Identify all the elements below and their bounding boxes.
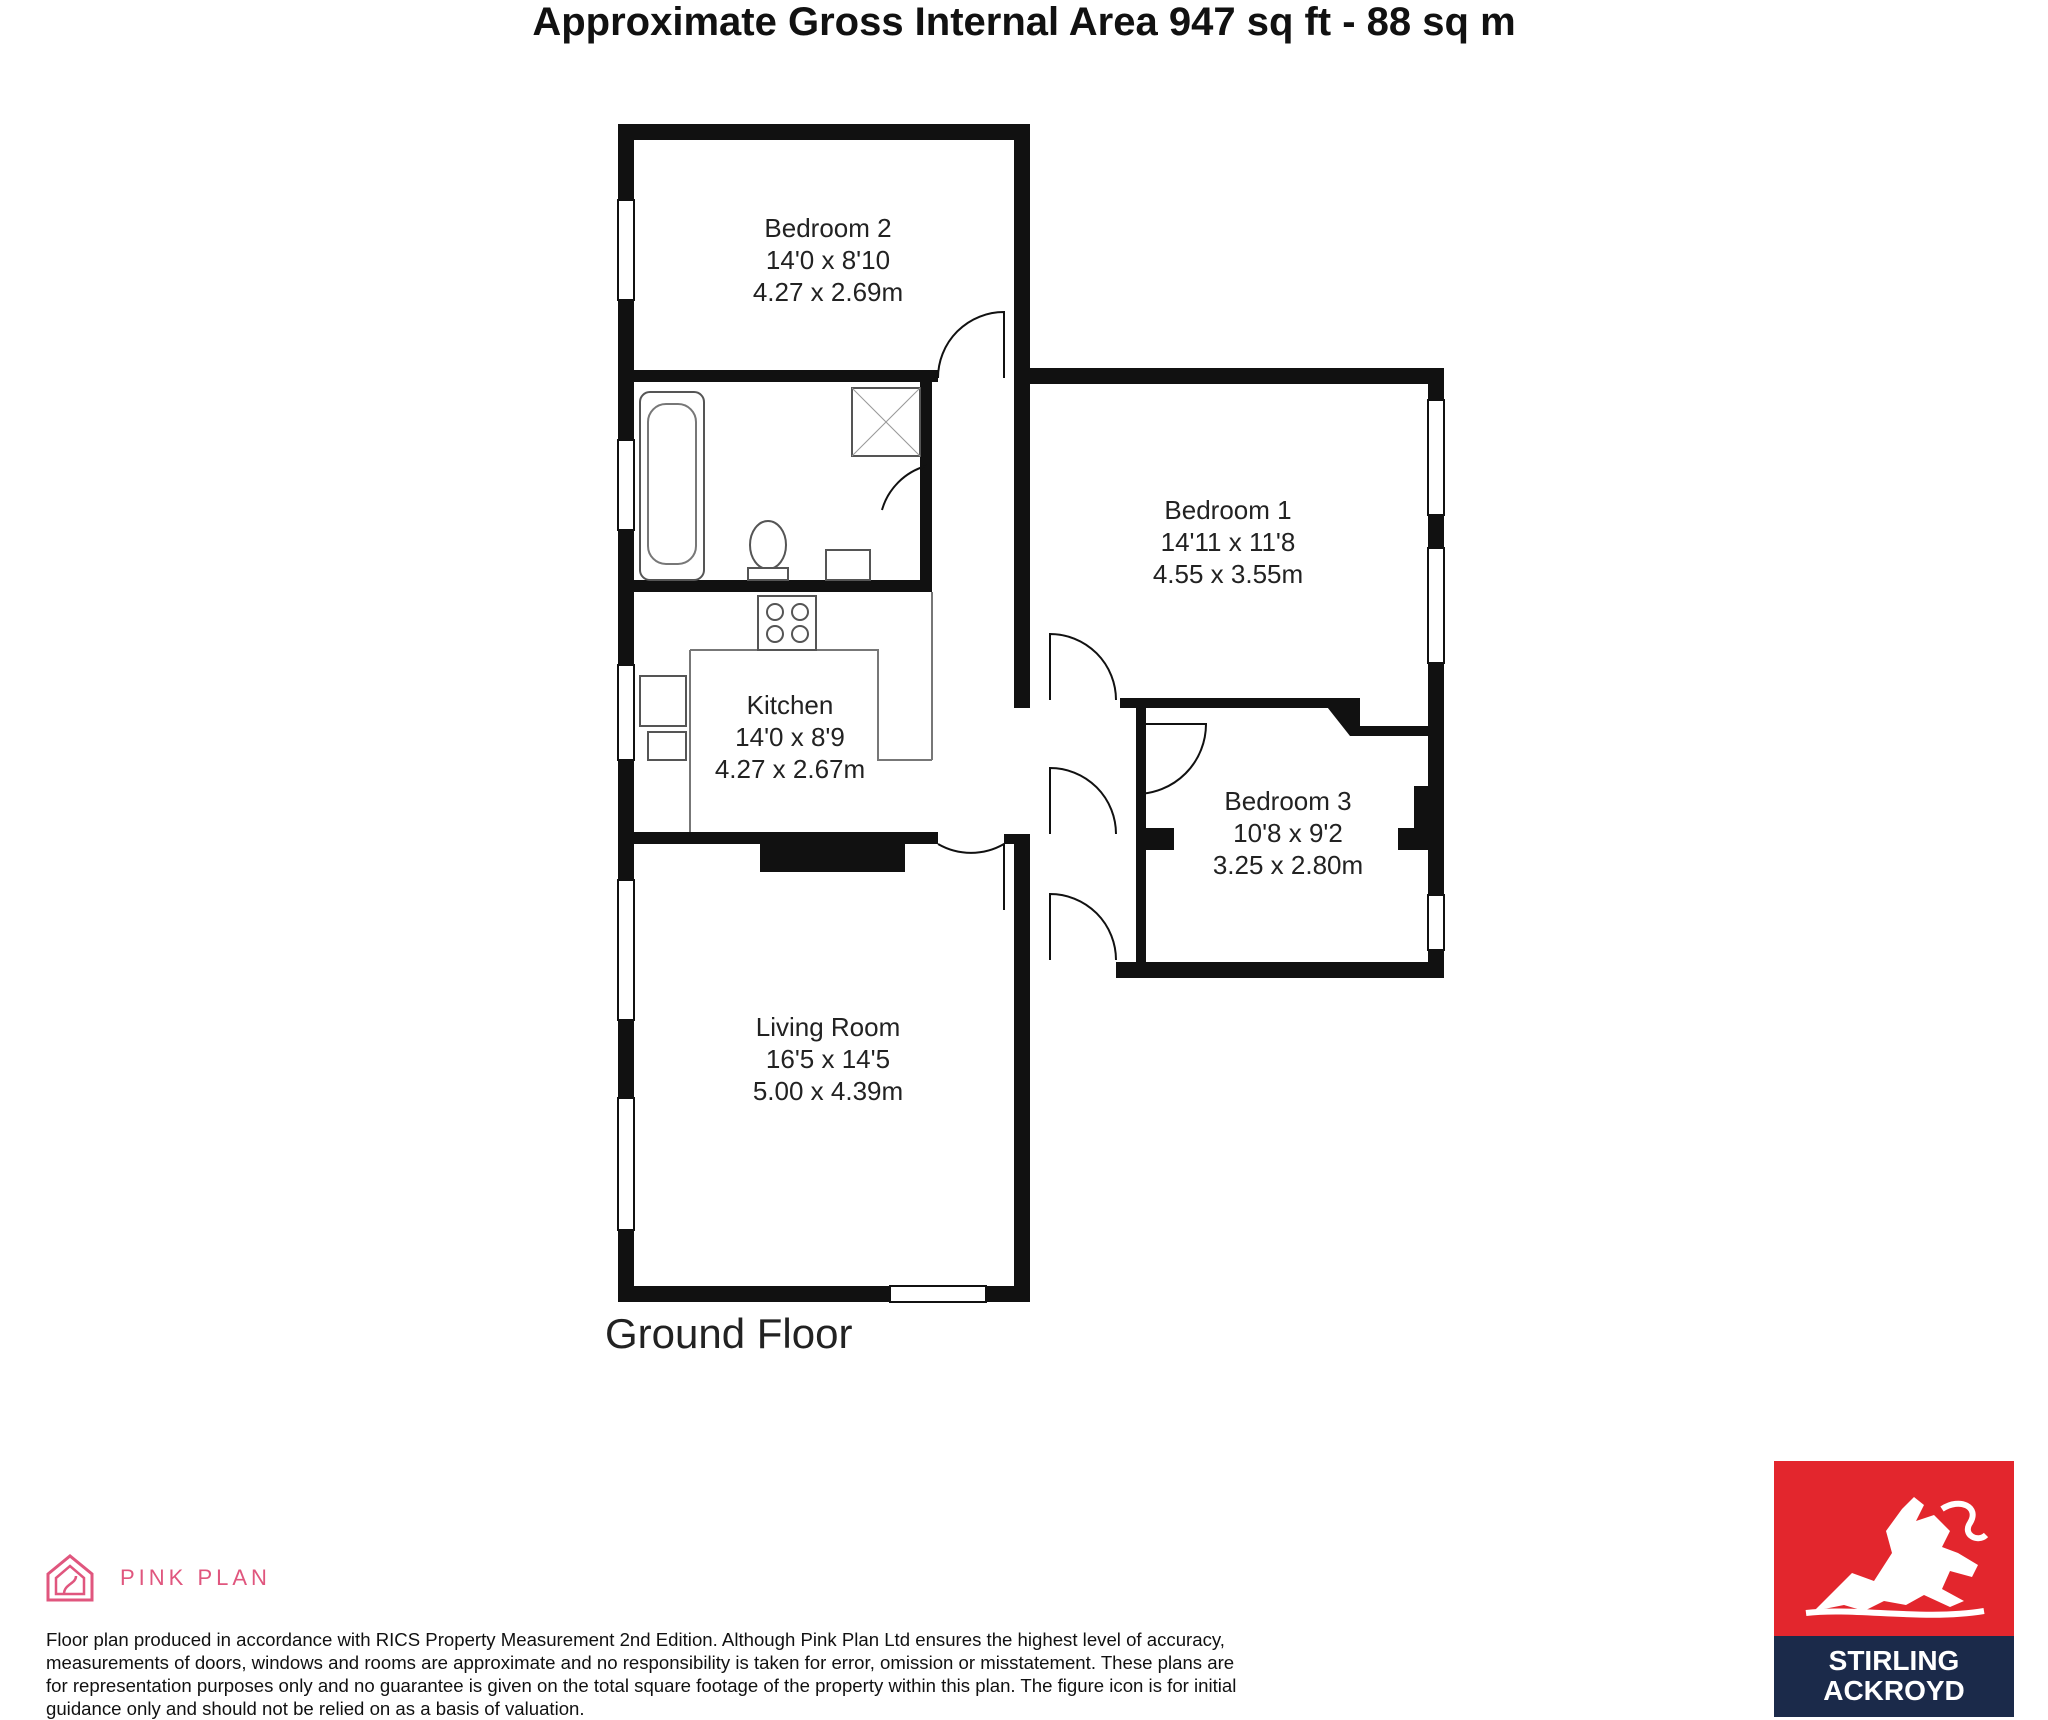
door-swing	[1136, 724, 1206, 794]
door-swing	[938, 844, 1004, 910]
window	[890, 1286, 986, 1302]
chimney-breast	[1146, 828, 1174, 850]
room-name: Living Room	[755, 1012, 901, 1042]
room-metric: 5.00 x 4.39m	[752, 1076, 904, 1106]
wall	[1014, 124, 1030, 379]
room-bedroom-3	[1116, 706, 1444, 978]
wall	[1014, 368, 1444, 384]
room-name: Bedroom 2	[764, 213, 892, 243]
window	[1428, 895, 1444, 950]
brand-line-1: STIRLING	[1828, 1645, 1960, 1676]
window	[1428, 548, 1444, 663]
room-metric: 4.27 x 2.67m	[714, 754, 866, 784]
room-name: Bedroom 1	[1164, 495, 1292, 525]
stirling-ackroyd-logo	[1774, 1461, 2014, 1717]
room-kitchen	[618, 590, 938, 872]
door-swing	[1050, 768, 1116, 834]
disclaimer: Floor plan produced in accordance with RICS Property Measurement 2nd Edition. Although Pink Plan Ltd ensures the highest level of accuracy, measurements of doors, windows and rooms are approximate and no responsibility is taken for error, omission or misstatement. These plans are for representation purposes only and no guarantee is given on the total square footage of the property within this plan. The figure icon is for initial guidance only and should not be relied on as a basis of valuation.	[46, 1629, 1237, 1719]
pink-plan-name: PINK PLAN	[120, 1565, 271, 1590]
room-metric: 4.27 x 2.69m	[752, 277, 904, 307]
room-imperial: 14'0 x 8'10	[765, 245, 891, 275]
window	[618, 665, 634, 760]
door-swing	[1050, 634, 1116, 700]
page-title: Approximate Gross Internal Area 947 sq ft - 88 sq m	[532, 0, 1516, 44]
room-name: Kitchen	[746, 690, 834, 720]
room-imperial: 14'11 x 11'8	[1160, 527, 1296, 557]
door-swing	[938, 312, 1004, 378]
room-imperial: 14'0 x 8'9	[735, 722, 845, 752]
sink	[640, 676, 686, 726]
floor-label: Ground Floor	[605, 1310, 853, 1357]
wall	[1014, 368, 1030, 708]
room-imperial: 10'8 x 9'2	[1233, 818, 1343, 848]
brand-line-2: ACKROYD	[1823, 1675, 1965, 1706]
wall	[618, 580, 932, 592]
room-metric: 3.25 x 2.80m	[1212, 850, 1364, 880]
door-swing	[882, 466, 926, 530]
room-bedroom-2	[618, 124, 1030, 382]
griffin-icon	[1774, 1461, 2014, 1636]
room-metric: 4.55 x 3.55m	[1152, 559, 1304, 589]
window	[1428, 400, 1444, 515]
wall	[1116, 962, 1444, 978]
wall	[1014, 840, 1030, 1300]
wall	[618, 370, 938, 382]
toilet	[750, 521, 786, 569]
basin	[826, 550, 870, 580]
room-bedroom-1	[1014, 368, 1444, 736]
room-imperial: 16'5 x 14'5	[765, 1044, 891, 1074]
house-icon	[44, 1552, 96, 1604]
hob	[758, 596, 816, 650]
window	[618, 200, 634, 300]
pink-plan-logo	[44, 1552, 271, 1604]
room-living-room	[618, 840, 1030, 1302]
window	[618, 880, 634, 1020]
wall	[618, 124, 1030, 140]
chimney-breast	[760, 832, 905, 872]
door-swing	[1050, 894, 1116, 960]
room-name: Bedroom 3	[1224, 786, 1352, 816]
drainer	[648, 732, 686, 760]
window	[618, 440, 634, 530]
wall	[1136, 706, 1146, 964]
bathroom	[618, 378, 932, 592]
window	[618, 1098, 634, 1230]
